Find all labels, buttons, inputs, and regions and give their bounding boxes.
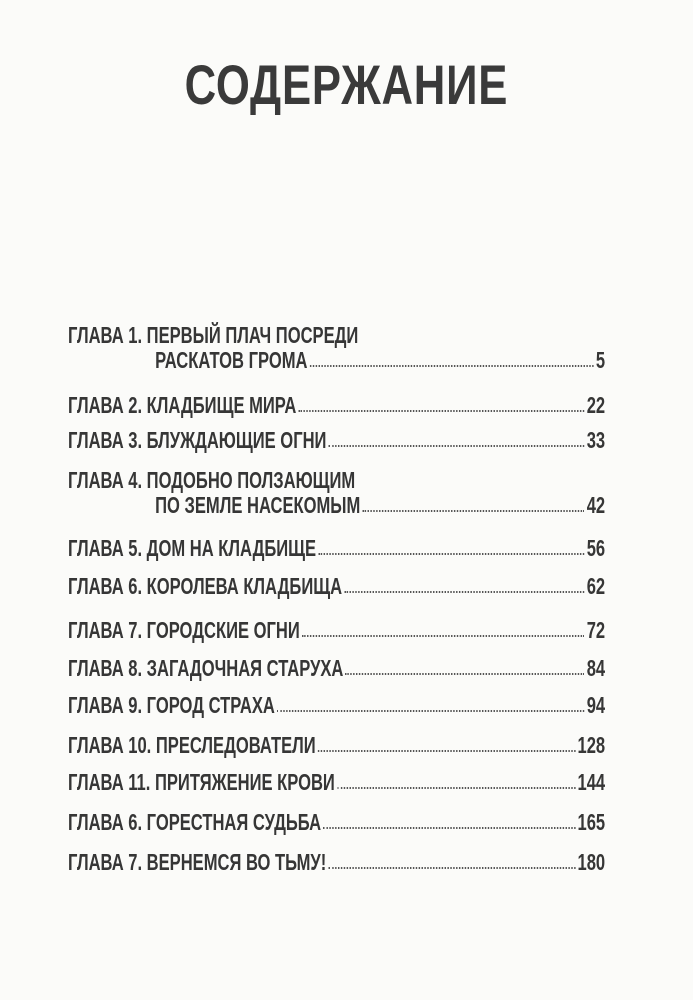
dot-leader: [318, 750, 575, 752]
chapter-title: КЛАДБИЩЕ МИРА: [146, 392, 297, 418]
chapter-title: ПЕРВЫЙ ПЛАЧ ПОСРЕДИ: [146, 322, 359, 348]
page-number: 72: [586, 617, 606, 643]
chapter-title: ПРЕСЛЕДОВАТЕЛИ: [155, 732, 316, 758]
chapter-label: ГЛАВА 1.: [68, 322, 143, 348]
chapter-label: ГЛАВА 7.: [68, 617, 143, 643]
chapter-label: ГЛАВА 6.: [68, 573, 143, 599]
page-number: 165: [577, 809, 606, 835]
chapter-label: ГЛАВА 8.: [68, 655, 143, 681]
page-number: 84: [586, 655, 606, 681]
chapter-title: ПОДОБНО ПОЛЗАЮЩИМ: [146, 467, 356, 493]
page-title: [0, 52, 693, 117]
toc-entry-6[interactable]: [68, 573, 605, 599]
toc-entry-13[interactable]: [68, 849, 605, 875]
toc-entry-4-line1[interactable]: [68, 467, 605, 493]
chapter-label: ГЛАВА 10.: [68, 732, 152, 758]
page-number: 5: [595, 347, 606, 373]
dot-leader: [299, 410, 585, 412]
page-number: 42: [586, 492, 606, 518]
chapter-title: ГОРЕСТНАЯ СУДЬБА: [146, 809, 322, 835]
dot-leader: [323, 827, 575, 829]
dot-leader: [277, 710, 585, 712]
dot-leader: [362, 510, 584, 512]
dot-leader: [328, 867, 575, 869]
dot-leader: [329, 445, 585, 447]
chapter-label: ГЛАВА 2.: [68, 392, 143, 418]
chapter-label: ГЛАВА 5.: [68, 535, 143, 561]
page-number: 22: [586, 392, 606, 418]
chapter-title: ВЕРНЕМСЯ ВО ТЬМУ!: [146, 849, 327, 875]
chapter-label: ГЛАВА 4.: [68, 467, 143, 493]
chapter-title: РАСКАТОВ ГРОМА: [155, 347, 308, 373]
chapter-title: ЗАГАДОЧНАЯ СТАРУХА: [146, 655, 344, 681]
chapter-title: ПРИТЯЖЕНИЕ КРОВИ: [154, 769, 335, 795]
toc-entry-1-line2[interactable]: [68, 347, 605, 373]
toc-entry-7[interactable]: [68, 617, 605, 643]
chapter-label: ГЛАВА 6.: [68, 809, 143, 835]
page-number: 128: [577, 732, 606, 758]
page-title-text: СОДЕРЖАНИЕ: [184, 53, 509, 116]
chapter-label: ГЛАВА 3.: [68, 427, 143, 453]
page-number: 144: [577, 769, 606, 795]
chapter-title: ГОРОД СТРАХА: [146, 692, 275, 718]
toc-entry-11[interactable]: [68, 769, 605, 795]
page-number: 33: [586, 427, 606, 453]
chapter-title: БЛУЖДАЮЩИЕ ОГНИ: [146, 427, 327, 453]
chapter-label: ГЛАВА 9.: [68, 692, 143, 718]
chapter-label: ГЛАВА 11.: [68, 769, 151, 795]
toc-entry-2[interactable]: [68, 392, 605, 418]
toc-entry-4-line2[interactable]: [68, 492, 605, 518]
chapter-title: ГОРОДСКИЕ ОГНИ: [146, 617, 300, 643]
page-number: 180: [577, 849, 606, 875]
chapter-label: ГЛАВА 7.: [68, 849, 143, 875]
toc-entry-10[interactable]: [68, 732, 605, 758]
dot-leader: [337, 787, 575, 789]
dot-leader: [318, 553, 584, 555]
dot-leader: [346, 673, 585, 675]
toc-entry-3[interactable]: [68, 427, 605, 453]
dot-leader: [302, 635, 585, 637]
page-number: 94: [586, 692, 606, 718]
chapter-title: ДОМ НА КЛАДБИЩЕ: [146, 535, 317, 561]
page-number: 62: [586, 573, 606, 599]
chapter-title: ПО ЗЕМЛЕ НАСЕКОМЫМ: [155, 492, 361, 518]
toc-entry-1-line1[interactable]: [68, 322, 605, 348]
toc-entry-9[interactable]: [68, 692, 605, 718]
dot-leader: [310, 365, 594, 367]
toc-entry-5[interactable]: [68, 535, 605, 561]
dot-leader: [344, 591, 584, 593]
page-number: 56: [586, 535, 606, 561]
chapter-title: КОРОЛЕВА КЛАДБИЩА: [146, 573, 343, 599]
toc-entry-12[interactable]: [68, 809, 605, 835]
toc-entry-8[interactable]: [68, 655, 605, 681]
